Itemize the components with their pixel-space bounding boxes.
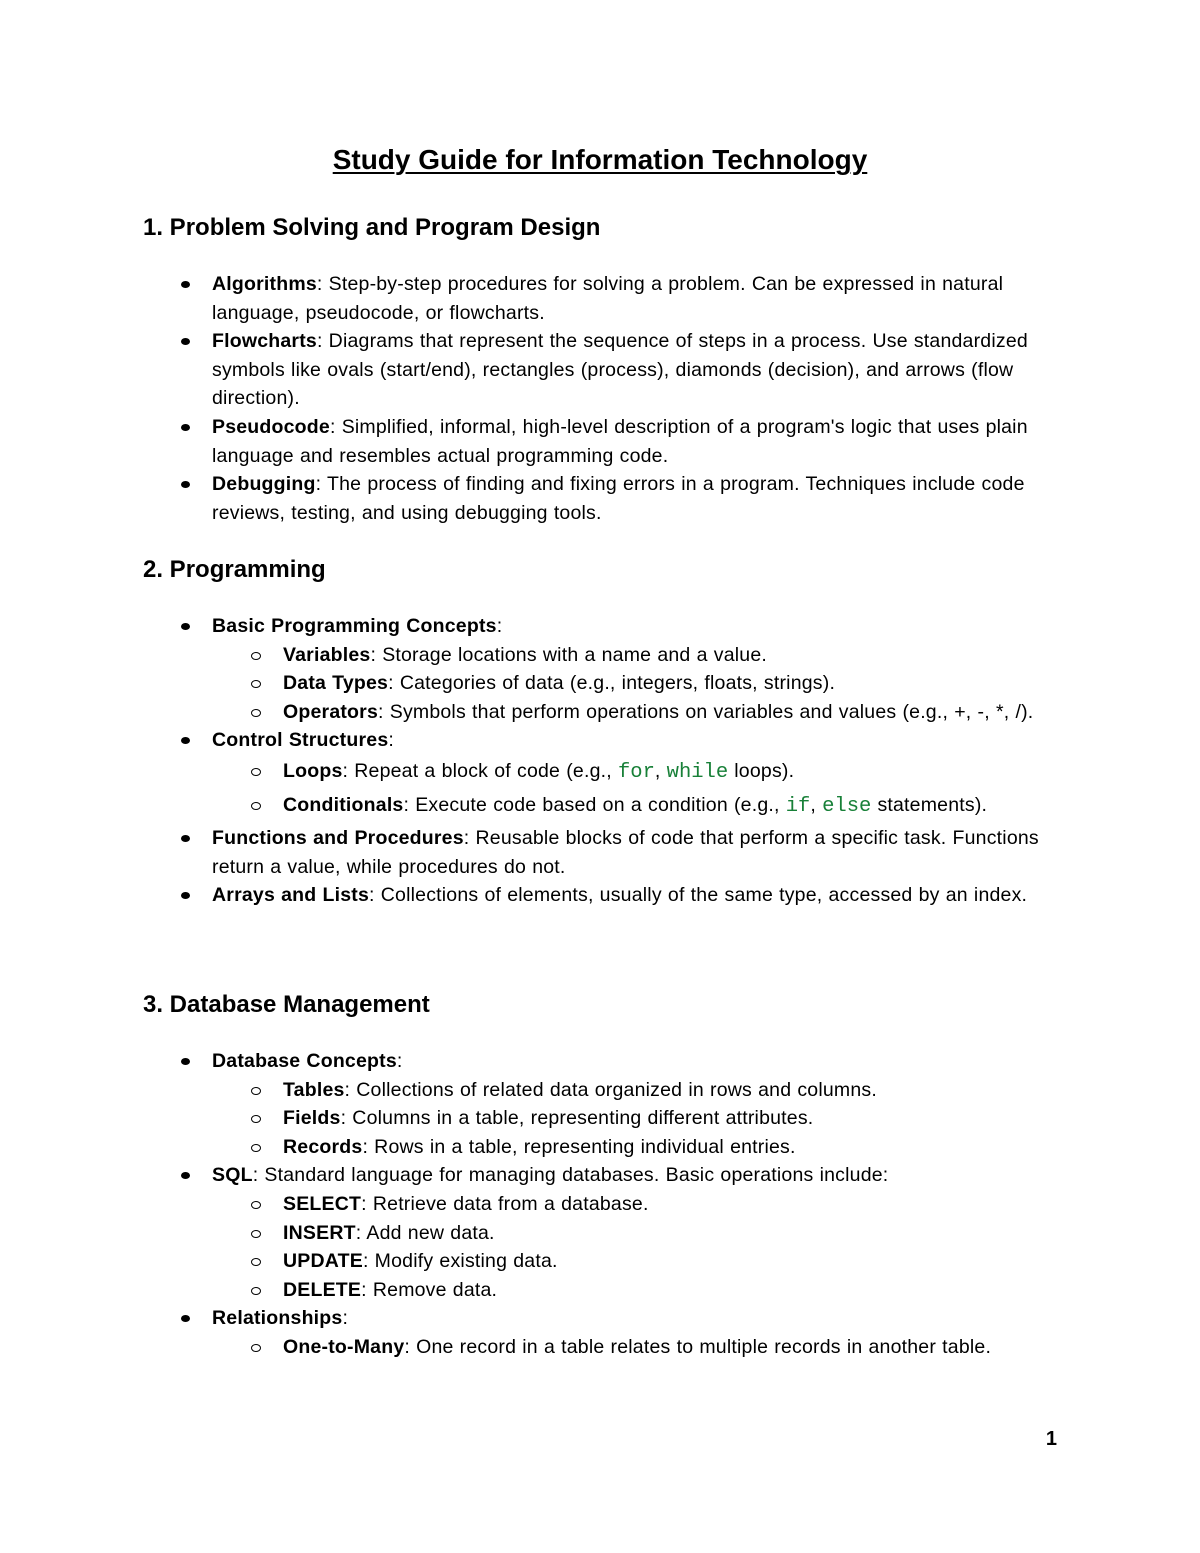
term-description: : Step-by-step procedures for solving a problem. Can be expressed in natural language, pseudocode, or flowcharts. <box>212 273 1004 324</box>
term-label: INSERT <box>283 1221 356 1244</box>
term-description: : Add new data. <box>355 1221 495 1244</box>
sub-list-item <box>283 1219 1063 1248</box>
sub-list-item <box>283 1076 1063 1105</box>
term-label: SELECT <box>283 1192 362 1215</box>
list-item <box>212 726 1063 824</box>
hollow-bullet-icon <box>251 1344 261 1352</box>
hollow-bullet-icon <box>251 1087 261 1095</box>
term-label: Fields <box>283 1107 341 1130</box>
section-programming <box>143 555 1063 910</box>
section-database-management <box>143 990 1063 1362</box>
page-number: 1 <box>1045 1428 1057 1450</box>
list-item <box>212 881 1063 910</box>
hollow-bullet-icon <box>251 1144 261 1152</box>
term-label: Variables <box>283 643 371 666</box>
term-label: Arrays and Lists <box>212 884 370 907</box>
term-description: : Execute code based on a condition (e.g., <box>403 794 786 817</box>
sub-list-item <box>283 1247 1063 1276</box>
sub-list-item <box>283 669 1063 698</box>
term-label: Flowcharts <box>212 330 317 353</box>
code-keyword: else <box>822 795 872 819</box>
hollow-bullet-icon <box>251 709 261 717</box>
sub-list-item <box>283 1133 1063 1162</box>
bullet-list <box>143 1047 1063 1362</box>
sub-list-item <box>283 641 1063 670</box>
list-item <box>212 1161 1063 1304</box>
term-description: : Storage locations with a name and a value. <box>370 643 767 666</box>
term-description: : Categories of data (e.g., integers, floats, strings). <box>388 672 836 695</box>
sub-list-item <box>283 789 1063 824</box>
list-item <box>212 470 1063 527</box>
section-heading: 3. Database Management <box>143 991 430 1018</box>
term-description: : Collections of related data organized in rows and columns. <box>344 1078 877 1101</box>
term-description: : Remove data. <box>361 1278 498 1301</box>
list-item <box>212 1304 1063 1361</box>
hollow-bullet-icon <box>251 768 261 776</box>
sub-list <box>212 1333 1063 1362</box>
bullet-list <box>143 612 1063 910</box>
bullet-icon <box>181 1058 190 1065</box>
hollow-bullet-icon <box>251 1201 261 1209</box>
term-label: Tables <box>283 1078 345 1101</box>
sub-list-item <box>283 698 1063 727</box>
term-description: : Collections of elements, usually of the same type, accessed by an index. <box>369 884 1028 907</box>
list-item <box>212 413 1063 470</box>
hollow-bullet-icon <box>251 680 261 688</box>
bullet-list <box>143 270 1063 527</box>
hollow-bullet-icon <box>251 1230 261 1238</box>
sub-list-item <box>283 1276 1063 1305</box>
bullet-icon <box>181 737 190 744</box>
bullet-icon <box>181 1315 190 1322</box>
term-label: Functions and Procedures <box>212 826 464 849</box>
term-label: Data Types <box>283 672 389 695</box>
term-description-end: statements). <box>871 794 988 817</box>
bullet-icon <box>181 835 190 842</box>
term-label: DELETE <box>283 1278 362 1301</box>
sub-list-item <box>283 1104 1063 1133</box>
code-keyword: if <box>785 795 811 819</box>
term-label: Database Concepts <box>212 1050 397 1072</box>
bullet-icon <box>181 623 190 630</box>
term-label: Loops <box>283 759 343 782</box>
bullet-icon <box>181 281 190 288</box>
hollow-bullet-icon <box>251 1287 261 1295</box>
term-description: : Symbols that perform operations on variables and values (e.g., +, -, *, /). <box>378 700 1034 723</box>
bullet-icon <box>181 338 190 345</box>
term-label: Relationships <box>212 1307 343 1330</box>
term-description: : <box>342 1307 349 1330</box>
term-label: Pseudocode <box>212 415 330 438</box>
term-description: : <box>396 1050 403 1072</box>
term-label: One-to-Many <box>283 1335 405 1358</box>
code-keyword: for <box>617 760 655 784</box>
term-description: : Diagrams that represent the sequence of steps in a process. Use standardized symbols like ovals (start/end), rectangles (process), diamonds (decision), and arrows (flow direction). <box>212 330 1028 410</box>
hollow-bullet-icon <box>251 802 261 810</box>
term-description: : One record in a table relates to multiple records in another table. <box>404 1335 992 1358</box>
separator-text: , <box>654 759 667 782</box>
sub-list-item <box>283 1190 1063 1219</box>
term-description: : Rows in a table, representing individual entries. <box>362 1135 796 1158</box>
sub-list <box>212 755 1063 824</box>
term-description: : <box>496 615 503 637</box>
section-problem-solving <box>143 213 1063 527</box>
term-description: : Simplified, informal, high-level description of a program's logic that uses plain language and resembles actual programming code. <box>212 415 1028 467</box>
sub-list <box>212 641 1063 727</box>
bullet-icon <box>181 1172 190 1179</box>
term-label: Records <box>283 1135 363 1158</box>
term-label: Conditionals <box>283 794 404 817</box>
list-item <box>212 824 1063 881</box>
section-heading: 1. Problem Solving and Program Design <box>143 214 601 241</box>
hollow-bullet-icon <box>251 652 261 660</box>
term-label: Operators <box>283 700 378 723</box>
term-label: Debugging <box>212 473 316 496</box>
code-keyword: while <box>666 760 729 784</box>
term-label: Control Structures <box>212 729 389 752</box>
bullet-icon <box>181 424 190 431</box>
term-description: : Columns in a table, representing different attributes. <box>340 1107 814 1130</box>
term-description: : Reusable blocks of code that perform a specific task. Functions return a value, while procedures do not. <box>212 826 1039 878</box>
term-label: Basic Programming Concepts <box>212 615 497 637</box>
term-label: Algorithms <box>212 273 317 295</box>
term-description: : The process of finding and fixing errors in a program. Techniques include code reviews, testing, and using debugging tools. <box>212 473 1025 524</box>
term-description: : Repeat a block of code (e.g., <box>342 759 618 782</box>
list-item <box>212 270 1063 327</box>
term-description: : Retrieve data from a database. <box>361 1192 649 1215</box>
document-title: Study Guide for Information Technology <box>332 144 868 175</box>
bullet-icon <box>181 481 190 488</box>
hollow-bullet-icon <box>251 1115 261 1123</box>
list-item <box>212 1047 1063 1161</box>
term-description-end: loops). <box>728 759 795 782</box>
sub-list <box>212 1190 1063 1304</box>
list-item <box>212 327 1063 413</box>
sub-list <box>212 1076 1063 1162</box>
term-label: SQL <box>212 1164 253 1187</box>
bullet-icon <box>181 892 190 899</box>
term-description: : <box>388 729 394 752</box>
list-item <box>212 612 1063 726</box>
separator-text: , <box>810 794 823 817</box>
hollow-bullet-icon <box>251 1258 261 1266</box>
sub-list-item <box>283 755 1063 790</box>
term-description: : Standard language for managing databases. Basic operations include: <box>252 1164 889 1187</box>
sub-list-item <box>283 1333 1063 1362</box>
section-heading: 2. Programming <box>143 556 326 583</box>
term-description: : Modify existing data. <box>362 1250 558 1273</box>
term-label: UPDATE <box>283 1250 363 1273</box>
